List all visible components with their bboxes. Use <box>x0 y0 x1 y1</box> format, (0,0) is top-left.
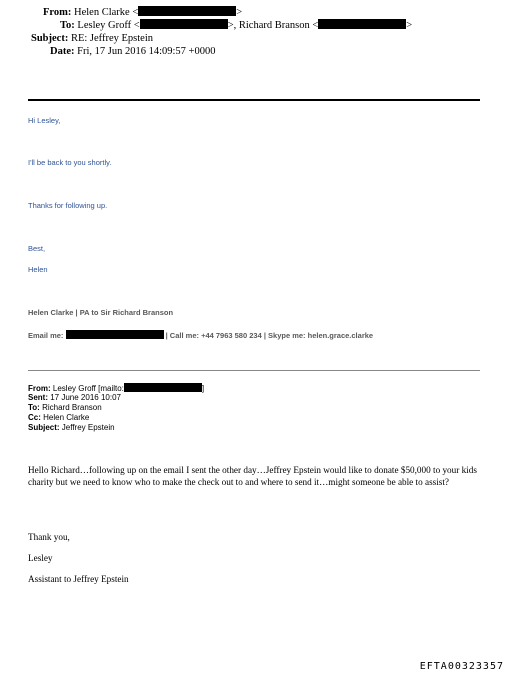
fwd-to <box>28 403 102 413</box>
signature-line: Helen Clarke | PA to Sir Richard Branson <box>28 308 174 317</box>
fwd-from-label: From: <box>28 384 51 393</box>
reply-greeting: Hi Lesley, <box>28 116 61 125</box>
header-from <box>43 6 242 19</box>
contact-line <box>28 330 373 340</box>
fwd-from-close: ] <box>201 384 205 393</box>
original-thanks: Thank you, <box>28 532 70 542</box>
redaction-bar <box>124 383 205 393</box>
header-subject-label: Subject: <box>31 33 69 44</box>
contact-details: | Call me: +44 7963 580 234 | Skype me: helen.grace.clarke <box>165 331 374 340</box>
header-to-close: > <box>406 20 413 31</box>
header-to-name: Lesley Groff < <box>77 20 140 31</box>
email-label: Email me: <box>28 331 64 340</box>
fwd-sent-value: 17 June 2016 10:07 <box>50 393 121 402</box>
bates-number: EFTA00323357 <box>419 661 504 672</box>
header-subject-value: RE: Jeffrey Epstein <box>70 33 154 44</box>
header-to <box>60 19 412 32</box>
fwd-cc <box>28 413 89 423</box>
header-from-label: From: <box>43 7 72 18</box>
reply-closing: Best, <box>28 244 46 253</box>
redaction-bar <box>318 19 406 29</box>
fwd-subject <box>28 423 115 433</box>
forward-divider <box>28 370 480 371</box>
redaction-bar <box>138 6 236 16</box>
reply-name: Helen <box>28 265 48 274</box>
header-divider <box>28 99 480 101</box>
fwd-to-value: Richard Branson <box>42 403 102 412</box>
reply-line-1: I'll be back to you shortly. <box>28 158 112 167</box>
header-to-label: To: <box>60 20 75 31</box>
fwd-from-value: Lesley Groff [mailto: <box>52 384 124 393</box>
header-from-name: Helen Clarke < <box>74 7 139 18</box>
header-from-close: > <box>236 7 243 18</box>
original-title: Assistant to Jeffrey Epstein <box>28 574 129 584</box>
header-subject <box>31 32 153 45</box>
reply-line-2: Thanks for following up. <box>28 201 108 210</box>
header-date-value: Fri, 17 Jun 2016 14:09:57 +0000 <box>77 46 216 57</box>
header-to-mid: >, Richard Branson < <box>227 20 319 31</box>
redaction-bar <box>140 19 228 29</box>
fwd-subject-label: Subject: <box>28 423 60 432</box>
original-body: Hello Richard…following up on the email I sent the other day…Jeffrey Epstein would like to donate $50,000 to your kids charity but we need to know who to make the check out to and where to send it…might someone be able to assist? <box>28 465 477 487</box>
fwd-cc-value: Helen Clarke <box>43 413 90 422</box>
redaction-bar <box>66 330 164 339</box>
header-date <box>50 45 215 58</box>
fwd-sent <box>28 393 121 403</box>
header-date-label: Date: <box>50 46 75 57</box>
fwd-to-label: To: <box>28 403 40 412</box>
fwd-cc-label: Cc: <box>28 413 41 422</box>
fwd-sent-label: Sent: <box>28 393 48 402</box>
original-name: Lesley <box>28 553 53 563</box>
fwd-subject-value: Jeffrey Epstein <box>61 423 115 432</box>
